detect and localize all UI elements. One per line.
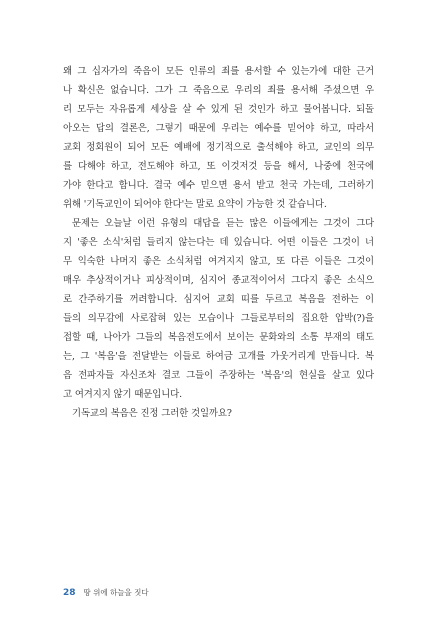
page-number: 28 xyxy=(63,588,76,598)
text-line: 왜 그 십자가의 죽음이 모든 인류의 죄를 용서할 수 있는가에 대한 근거 xyxy=(63,66,374,77)
text-line: 무 익숙한 나머지 좋은 소식처럼 여겨지지 않고, 또 다른 이들은 그것이 xyxy=(63,256,374,267)
text-line: 리 모두는 자유롭게 세상을 살 수 있게 된 것인가 하고 물어봅니다. 되돌 xyxy=(63,104,374,115)
paragraph xyxy=(63,214,374,404)
text-line: 문제는 오늘날 이런 유형의 대답을 듣는 많은 이들에게는 그것이 그다 xyxy=(72,218,374,229)
text-line: 나 확신은 없습니다. 그가 그 죽음으로 우리의 죄를 용서해 주셨으면 우 xyxy=(63,85,374,96)
paragraph xyxy=(63,62,374,214)
text-line: 교회 정회원이 되어 모든 예배에 정기적으로 출석해야 하고, 교인의 의무 xyxy=(63,142,374,153)
text-line: 기독교의 복음은 진정 그러한 것일까요? xyxy=(72,408,232,419)
text-line: 접할 때, 나아가 그들의 복음전도에서 보이는 문화와의 소통 부재의 태도 xyxy=(63,332,374,343)
body-text xyxy=(63,62,374,423)
text-line: 지 '좋은 소식'처럼 들리지 않는다는 데 있습니다. 어떤 이들은 그것이 너 xyxy=(63,237,374,248)
text-line: 매우 추상적이거나 피상적이며, 심지어 종교적이어서 그다지 좋은 소식으 xyxy=(63,275,374,286)
text-line: 위해 '기독교인이 되어야 한다'는 말로 요약이 가능한 것 같습니다. xyxy=(63,199,327,210)
text-line: 고 여겨지지 않기 때문입니다. xyxy=(63,389,182,400)
text-line: 로 간주하기를 꺼려합니다. 심지어 교회 띠를 두르고 복음을 전하는 이 xyxy=(63,294,374,305)
text-line: 아오는 답의 결론은, 그렇기 때문에 우리는 예수를 믿어야 하고, 따라서 xyxy=(63,123,374,134)
text-line: 음 전파자들 자신조차 결코 그들이 주장하는 '복음'의 현실을 살고 있다 xyxy=(63,370,374,381)
paragraph xyxy=(63,404,374,423)
running-title: 땅 위에 하늘을 짓다 xyxy=(83,588,149,597)
text-line: 들의 의무감에 사로잡혀 있는 모습이나 그들로부터의 집요한 압박(?)을 xyxy=(63,313,374,324)
text-line: 는, 그 '복음'을 전달받는 이들로 하여금 고개를 가웃거리게 만듭니다. 복 xyxy=(63,351,374,362)
text-line: 가야 한다고 합니다. 결국 예수 믿으면 용서 받고 천국 가는데, 그러하기 xyxy=(63,180,374,191)
page-footer xyxy=(63,587,149,598)
text-line: 를 다해야 하고, 전도해야 하고, 또 이것저것 등을 해서, 나중에 천국에 xyxy=(63,161,374,172)
